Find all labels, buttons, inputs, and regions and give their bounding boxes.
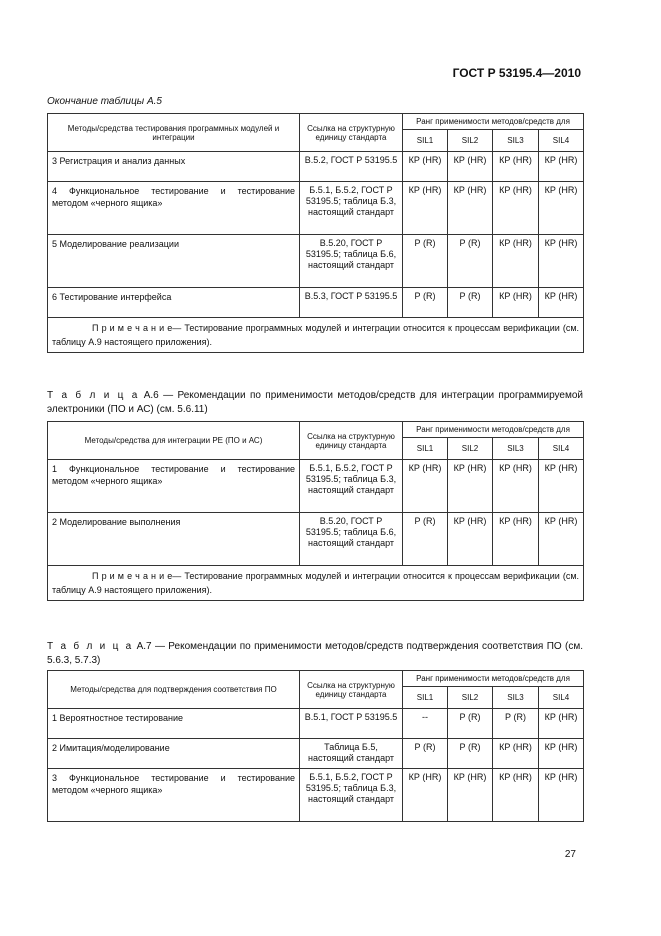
table-row xyxy=(48,182,584,235)
value-cell: КР (HR) xyxy=(403,152,448,182)
ref-cell: В.5.20, ГОСТ Р 53195.5; таблица Б.6, настоящий стандарт xyxy=(300,235,403,288)
sil-header: SIL2 xyxy=(448,130,493,152)
ref-cell: Б.5.1, Б.5.2, ГОСТ Р 53195.5; таблица Б.3, настоящий стандарт xyxy=(300,769,403,822)
value-cell: КР (HR) xyxy=(493,513,539,566)
ref-cell: В.5.1, ГОСТ Р 53195.5 xyxy=(300,709,403,739)
method-cell: 5 Моделирование реализации xyxy=(48,235,300,288)
table-label: Т а б л и ц а xyxy=(47,641,134,652)
value-cell: КР (HR) xyxy=(448,513,493,566)
sil-header: SIL4 xyxy=(539,130,584,152)
table-row xyxy=(48,513,584,566)
method-header: Методы/средства тестирования программных модулей и интеграции xyxy=(48,114,300,152)
table-row xyxy=(48,235,584,288)
table-a7 xyxy=(47,670,584,822)
sil-header: SIL4 xyxy=(539,687,584,709)
value-cell: КР (HR) xyxy=(493,769,539,822)
table-row xyxy=(48,709,584,739)
method-cell: 4 Функциональное тестирование и тестирование методом «черного ящика» xyxy=(48,182,300,235)
value-cell: КР (HR) xyxy=(539,288,584,318)
value-cell: КР (HR) xyxy=(493,235,539,288)
table-a7-caption xyxy=(47,640,583,668)
sil-header: SIL1 xyxy=(403,438,448,460)
ref-cell: В.5.2, ГОСТ Р 53195.5 xyxy=(300,152,403,182)
value-cell: Р (R) xyxy=(448,235,493,288)
method-cell: 1 Функциональное тестирование и тестирование методом «черного ящика» xyxy=(48,460,300,513)
document-header: ГОСТ Р 53195.4—2010 xyxy=(452,66,581,80)
value-cell: КР (HR) xyxy=(539,709,584,739)
ref-header: Ссылка на структурную единицу стандарта xyxy=(300,671,403,709)
table-row xyxy=(48,288,584,318)
value-cell: КР (HR) xyxy=(493,739,539,769)
ref-cell: Таблица Б.5, настоящий стандарт xyxy=(300,739,403,769)
value-cell: КР (HR) xyxy=(403,182,448,235)
table-label: Т а б л и ц а xyxy=(47,390,140,401)
sil-header: SIL3 xyxy=(493,687,539,709)
value-cell: КР (HR) xyxy=(493,288,539,318)
rank-header: Ранг применимости методов/средств для xyxy=(403,422,584,438)
value-cell: Р (R) xyxy=(403,739,448,769)
table-a5 xyxy=(47,113,584,353)
method-cell: 2 Имитация/моделирование xyxy=(48,739,300,769)
ref-cell: В.5.20, ГОСТ Р 53195.5; таблица Б.6, настоящий стандарт xyxy=(300,513,403,566)
note-label: П р и м е ч а н и е xyxy=(92,571,173,581)
value-cell: -- xyxy=(403,709,448,739)
sil-header: SIL2 xyxy=(448,438,493,460)
value-cell: Р (R) xyxy=(403,235,448,288)
table-note xyxy=(48,318,584,353)
method-cell: 3 Функциональное тестирование и тестирование методом «черного ящика» xyxy=(48,769,300,822)
sil-header: SIL3 xyxy=(493,130,539,152)
ref-header: Ссылка на структурную единицу стандарта xyxy=(300,422,403,460)
table-a6-caption xyxy=(47,389,583,417)
value-cell: Р (R) xyxy=(493,709,539,739)
ref-cell: В.5.3, ГОСТ Р 53195.5 xyxy=(300,288,403,318)
value-cell: Р (R) xyxy=(448,709,493,739)
value-cell: КР (HR) xyxy=(539,513,584,566)
value-cell: КР (HR) xyxy=(539,769,584,822)
ref-header: Ссылка на структурную единицу стандарта xyxy=(300,114,403,152)
value-cell: КР (HR) xyxy=(539,460,584,513)
value-cell: КР (HR) xyxy=(539,739,584,769)
table-row xyxy=(48,152,584,182)
continuation-label: Окончание таблицы А.5 xyxy=(47,96,162,107)
note-row xyxy=(48,566,584,601)
value-cell: КР (HR) xyxy=(493,182,539,235)
rank-header: Ранг применимости методов/средств для xyxy=(403,671,584,687)
value-cell: КР (HR) xyxy=(448,769,493,822)
sil-header: SIL2 xyxy=(448,687,493,709)
table-title: А.7 — Рекомендации по применимости методов/средств подтверждения соответствия ПО (см. 5.6.3, 5.7.3) xyxy=(47,641,583,666)
value-cell: КР (HR) xyxy=(448,182,493,235)
sil-header: SIL3 xyxy=(493,438,539,460)
note-row xyxy=(48,318,584,353)
method-cell: 1 Вероятностное тестирование xyxy=(48,709,300,739)
value-cell: Р (R) xyxy=(403,513,448,566)
table-row xyxy=(48,769,584,822)
table-a6 xyxy=(47,421,584,601)
value-cell: Р (R) xyxy=(448,739,493,769)
note-text: — Тестирование программных модулей и интеграции относится к процессам верификации (см. таблицу А.9 настоящего приложения). xyxy=(52,323,580,347)
sil-header: SIL4 xyxy=(539,438,584,460)
rank-header: Ранг применимости методов/средств для xyxy=(403,114,584,130)
table-note xyxy=(48,566,584,601)
table-row xyxy=(48,739,584,769)
value-cell: КР (HR) xyxy=(403,460,448,513)
value-cell: КР (HR) xyxy=(539,182,584,235)
method-header: Методы/средства для подтверждения соответствия ПО xyxy=(48,671,300,709)
ref-cell: Б.5.1, Б.5.2, ГОСТ Р 53195.5; таблица Б.3, настоящий стандарт xyxy=(300,182,403,235)
value-cell: Р (R) xyxy=(448,288,493,318)
value-cell: Р (R) xyxy=(403,288,448,318)
page-number: 27 xyxy=(564,849,576,860)
method-cell: 3 Регистрация и анализ данных xyxy=(48,152,300,182)
note-label: П р и м е ч а н и е xyxy=(92,323,173,333)
ref-cell: Б.5.1, Б.5.2, ГОСТ Р 53195.5; таблица Б.3, настоящий стандарт xyxy=(300,460,403,513)
table-row xyxy=(48,460,584,513)
table-title: А.6 — Рекомендации по применимости методов/средств для интеграции программируемой электроники (ПО и АС) (см. 5.6.11) xyxy=(47,390,584,415)
value-cell: КР (HR) xyxy=(493,460,539,513)
sil-header: SIL1 xyxy=(403,687,448,709)
value-cell: КР (HR) xyxy=(539,235,584,288)
method-cell: 6 Тестирование интерфейса xyxy=(48,288,300,318)
sil-header: SIL1 xyxy=(403,130,448,152)
value-cell: КР (HR) xyxy=(539,152,584,182)
value-cell: КР (HR) xyxy=(448,460,493,513)
method-header: Методы/средства для интеграции РЕ (ПО и АС) xyxy=(48,422,300,460)
note-text: — Тестирование программных модулей и интеграции относится к процессам верификации (см. таблицу А.9 настоящего приложения). xyxy=(52,571,580,595)
method-cell: 2 Моделирование выполнения xyxy=(48,513,300,566)
value-cell: КР (HR) xyxy=(403,769,448,822)
value-cell: КР (HR) xyxy=(448,152,493,182)
value-cell: КР (HR) xyxy=(493,152,539,182)
